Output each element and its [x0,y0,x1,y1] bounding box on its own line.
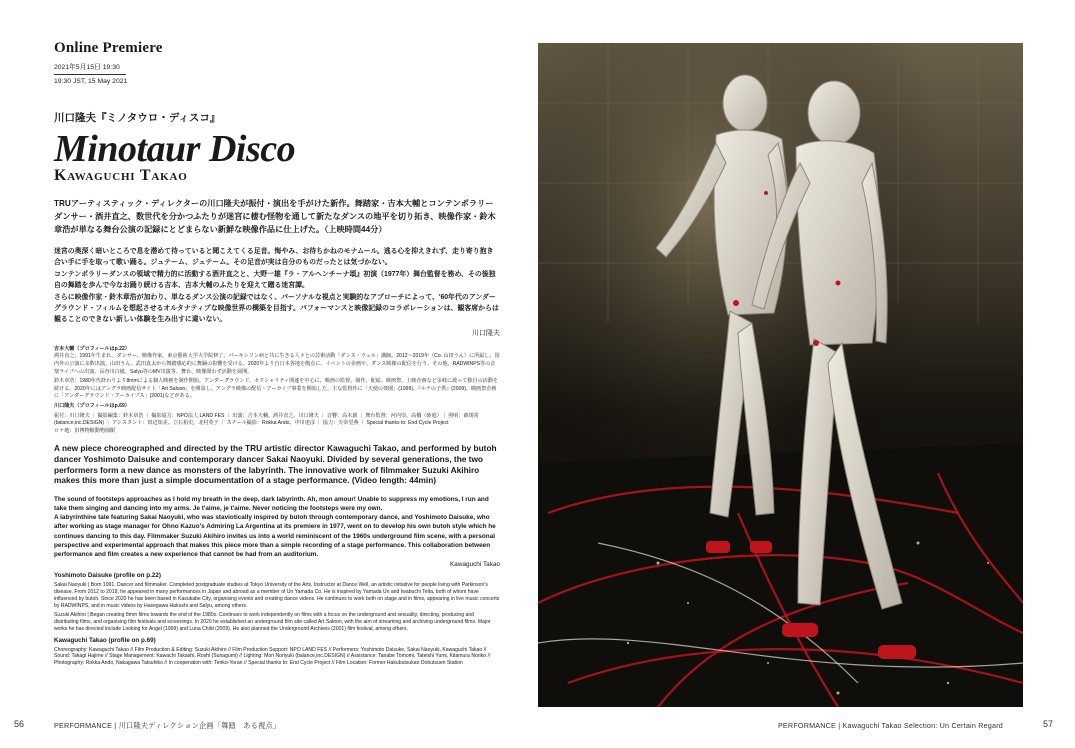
en-credit-yoshimoto: Yoshimoto Daisuke (profile on p.22) [54,572,161,580]
en-body-paragraph: The sound of footsteps approaches as I hold my breath in the deep, dark labyrinth. Ah, mon amour! Unable to suppress my emotions, I run and take them singing and dancing into my arms. Je t'aime, je t'aime. Never noticing the footsteps were my own. [54,495,489,512]
jp-credit-location: ロケ地：旧博物館動物園駅 [54,427,116,434]
jp-body-paragraph: 迷宮の奥深く暗いところで息を潜めて待っていると聞こえてくる足音。悔やみ、お待ちかねのモナムール。逃る心を抑えきれず、走り寄り抱き合い手に手を取って歌い踊る。ジュテーム、ジュテーム。その足音が実は自分のものだったとは気づかない。 [54,248,494,267]
left-text-column [54,40,500,667]
en-signature: Kawaguchi Takao [450,561,500,569]
jp-credit-yoshimoto: 吉本大輔（プロフィールはp.22） [54,345,130,352]
jp-body [54,246,500,326]
jp-body-paragraph: コンテンポラリーダンスの領域で精力的に活動する酒井直之と、大野一雄『ラ・アルヘンチーナ頌』初演（1977年）舞台監督を務め、その後独自の舞踏を歩んで今なお踊り続ける吉本、吉本大輔のふたりを迎えて贈る迷宮譚。 [54,270,496,290]
left-footer-text: PERFORMANCE | 川口隆夫ディレクション企画「舞踏 ある視点」 [54,721,281,730]
performance-photo-image [538,43,1023,707]
en-body-paragraph: A labyrinthine tale featuring Sakai Naoyuki, who was staviotically inspired by butoh through contemporary dance, and Yoshimoto Daisuke, who after working as stage manager for Ohno Kazuo's Admiring La Argentina at its premiere in 1977, went on to develop his own butoh style which he continues dancing to this day. Filmmaker Suzuki Akihiro invites us into a world reminiscent of the 1960s underground film scene, with a personal perspective and experimental approach that makes this piece more than a simple recording of a stage performance. This collaboration between performance and film creates a new experience that cannot be had from an auditorium. [54,514,496,558]
author-name: Kawaguchi Takao [54,167,188,184]
jp-credit-suzuki: 鈴木章浩：1980年代終わりより8mmによる個人映画を制作開始。アンダーグラウンド、セクシャリティ関連を中心に、映画の監督、制作、配給、映画祭、上映企画など多岐に渡って独自の活動を続ける。2020年にはアングラ映画配信サイト「Art Saloon」を開設し、アングラ映像の配信・アーカイブ事業を開始した。主な監督作に「天使の楽園」(1999)、『ルナの子供』(2009)、映画祭企画に「アンダーグラウンド・アーカイブス」(2001)などがある。 [54,378,498,400]
jp-credit-staff: 振付：川口隆夫 ｜ 撮影編集：鈴木章浩 ｜ 撮影協力：NPO法人 LAND FES ｜ 出演：吉本大輔、酒井直之、川口隆夫 ｜ 音響：高木創 ｜ 舞台監督：河内崇、高橋（砂庭）｜ 照明：森規常(balance,inc.DESIGN) ｜ アシスタント：田辺知美、立石裕史、北村英子 ｜ スチール撮影：Rokka Ando、中川達彦 ｜ 協力：天帝堂燕 ｜ Special thanks to: End Cycle Project [54,412,479,427]
jp-signature: 川口隆夫 [472,329,500,337]
jp-credits [54,346,500,436]
jp-body-paragraph: さらに映像作家・鈴木章浩が加わり、単なるダンス公演の記録ではなく、パーソナルな視点と実験的なアプローチによって、'60年代のアンダーグラウンド・フィルムを想起させるオルタナティブな映像世界の構築を目指す。パフォーマンスと映像記録のコラボレーションは、観客席からは観ることのできない新しい体験を生み出すに違いない。 [54,293,499,324]
date-jp: 2021年5月15日 19:30 [54,64,120,71]
section-label: Online Premiere [54,40,163,56]
left-page-number: 56 [14,719,25,729]
en-credit-kawaguchi: Kawaguchi Takao (profile on p.69) [54,636,156,644]
en-credit-sakai: Sakai Naoyuki | Born 1991. Dancer and filmmaker. Completed postgraduate studies at Tokyo University of the Arts. Instructor at Dance Well, an artistic initiative for people living with Parkinson's disease. From 2012 to 2019, he appeared in many performances in Japan and abroad as a member of Un Yamada Co. He is inspired by Yamada Un and Iwabuchi Teita, both of whom have influenced by butoh. Since 2020 he has been based in Kasukabe City, organising events and creating dance videos. He continues to work both on stage and in films, appearing in live music concerts by RADWINPS, and in music videos by Hasegawa Hakushi and Salyu, among others. [54,582,500,609]
event-dates [54,63,500,86]
jp-lead-paragraph: TRUアーティスティック・ディレクターの川口隆夫が振付・演出を手がけた新作。舞踏家・吉本大輔とコンテンポラリーダンサー・酒井直之、数世代を分かつふたりが迷宮に棲む怪物を通して新たなダンスの地平を切り拓き、映像作家・鈴木章浩が単なる舞台公演の記録にとどまらない新鮮な映像作品に仕上げた。（上映時間44分） [54,199,496,234]
page-title: Minotaur Disco [54,128,296,170]
right-page-number: 57 [1042,719,1053,729]
right-footer-text: PERFORMANCE | Kawaguchi Takao Selection: Un Certain Regard [777,721,1003,730]
date-en: 19:30 JST, 15 May 2021 [54,78,128,85]
performance-photo [538,43,1023,707]
jp-credit-kawaguchi: 川口隆夫（プロフィールはp.69） [54,403,130,409]
en-body [54,495,500,559]
date-divider [54,74,126,75]
en-lead-paragraph: A new piece choreographed and directed by the TRU artistic director Kawaguchi Takao, and performed by butoh dancer Yoshimoto Daisuke and contemporary dancer Sakai Naoyuki. Divided by several generations, the two performers form a new dance as monsters of the labyrinth. The innovative work of filmmaker Suzuki Akihiro makes this more than just a simple documentation of a stage performance. (Video length: 44min) [54,443,497,486]
en-credit-suzuki: Suzuki Akihiro | Began creating 8mm films towards the end of the 1980s. Continues to work independently on films with a focus on the underground and sexuality, directing, producing and distributing films, and organising film festivals and screenings. In 2020 he established an underground film site called Art Saloon, with the aim of streaming and archiving underground films. Major works he has directed include Looking for Angel (1999) and Luna Child (2009). He also planned the Underground Archives (2001) film festival, among others. [54,611,491,632]
en-credit-staff: Choreography: Kawaguchi Takao // Film Production & Editing: Suzuki Akihiro // Film Production Support: NPO LAND FES // Performers: Yoshimoto Daisuke, Sakai Naoyuki, Kawaguchi Takao // Sound: Takagi Hajime // Stage Management: Kawachi Takashi, Roshi (Sunagumi) // Lighting: Mori Noriyuki (balance,inc.DESIGN) // Assistance: Tanabe Tomomi, Tateishi Yumi, Kitamura Noriko // Photography: Rokka Ando, Nakagawa Tatsuhiko // In cooperation with: Tenko-Yoran // Special thanks to: End Cycle Project // Film Location: Former Hakubutsukan Dobutsuen Station [54,646,491,667]
title-jp: 川口隆夫『ミノタウロ・ディスコ』 [54,112,221,124]
jp-credit-sakai: 酒井直之：1991年生まれ。ダンサー、映像作家。東京藝術大学大学院修了。パーキンソン病と共に生きる人々との芸術活動「ダンス・ウェル」講師。2012〜2019年（Co. 山田うん）に所属し、国内外の公演に多数出演。山田うん、武田真太から舞踏感応的に舞踊の影響を受ける。2020年より自日本各地を拠点に、イベントの企画や、ダンス映像の配信を行う。その他、RADWINPS等の音楽ライブへの出演、長谷川白紙、Salyu等のMV出演等、舞台、映像問わず活動を展開。 [54,353,500,375]
